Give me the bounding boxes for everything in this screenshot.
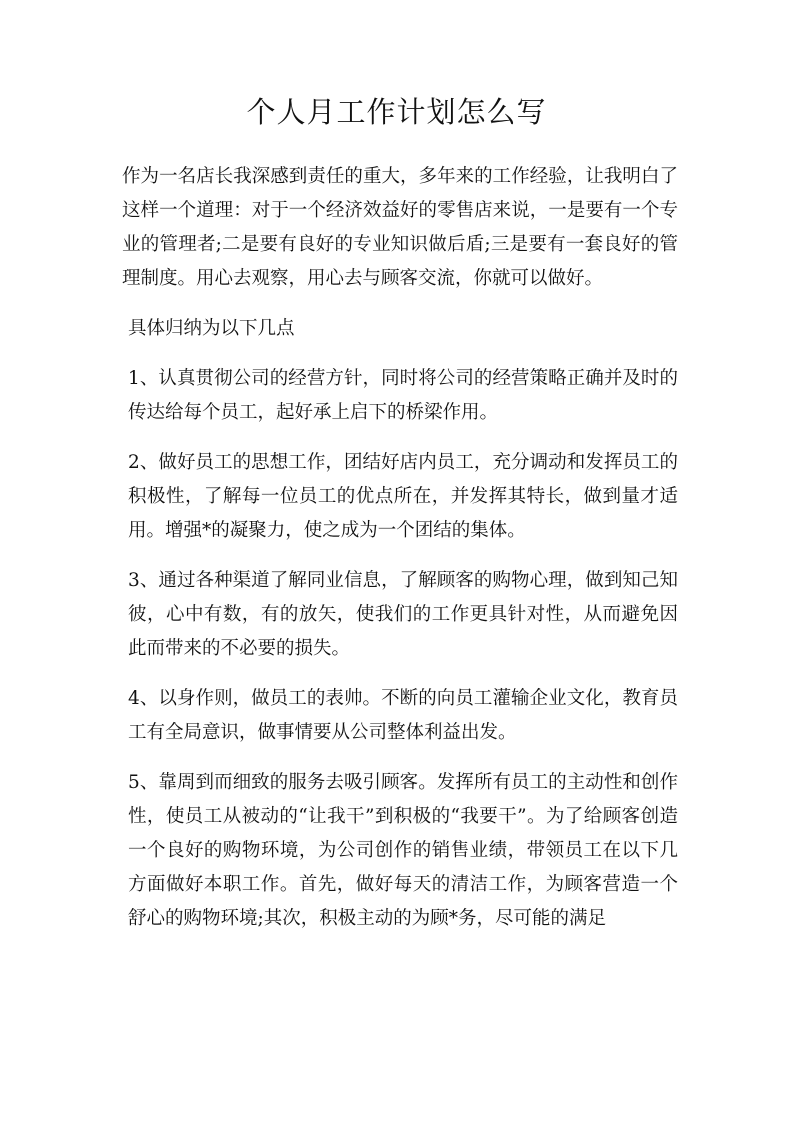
paragraph-point-2: 2、做好员工的思想工作，团结好店内员工，充分调动和发挥员工的积极性，了解每一位员工的优点所在，并发挥其特长，做到量才适用。增强*的凝聚力，使之成为一个团结的集体。	[128, 452, 678, 541]
page-title: 个人月工作计划怎么写	[246, 95, 547, 129]
paragraph-point-5: 5、靠周到而细致的服务去吸引顾客。发挥所有员工的主动性和创作性，使员工从被动的“让我干”到积极的“我要干”。为了给顾客创造一个良好的购物环境，为公司创作的销售业绩，带领员工在以下几方面做好本职工作。首先，做好每天的清洁工作，为顾客营造一个舒心的购物环境;其次，积极主动的为顾*务，尽可能的满足	[128, 772, 678, 929]
document-body	[122, 160, 678, 936]
paragraph-point-4: 4、以身作则，做员工的表帅。不断的向员工灌输企业文化，教育员工有全局意识，做事情要从公司整体利益出发。	[128, 688, 678, 743]
paragraph-point-3: 3、通过各种渠道了解同业信息，了解顾客的购物心理，做到知己知彼，心中有数，有的放矢，使我们的工作更具针对性，从而避免因此而带来的不必要的损失。	[128, 570, 678, 659]
paragraph-intro: 作为一名店长我深感到责任的重大，多年来的工作经验，让我明白了这样一个道理：对于一个经济效益好的零售店来说，一是要有一个专业的管理者;二是要有良好的专业知识做后盾;三是要有一套良好的管理制度。用心去观察，用心去与顾客交流，你就可以做好。	[122, 166, 678, 289]
paragraph-point-1: 1、认真贯彻公司的经营方针，同时将公司的经营策略正确并及时的传达给每个员工，起好承上启下的桥梁作用。	[128, 368, 678, 423]
paragraph-summary-heading: 具体归纳为以下几点	[128, 318, 295, 339]
